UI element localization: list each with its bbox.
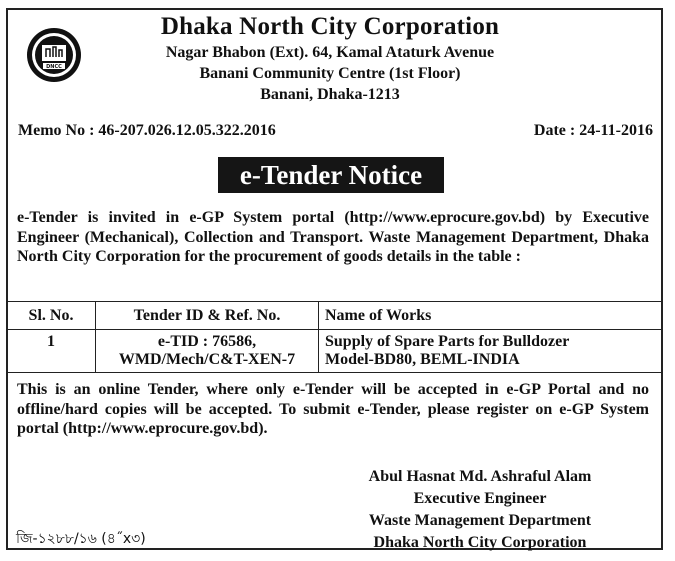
letterhead xyxy=(100,12,560,105)
ref-no-text: WMD/Mech/C&T-XEN-7 xyxy=(118,351,296,368)
signatory-department: Waste Management Department xyxy=(368,512,592,529)
column-header-tender-id: Tender ID & Ref. No. xyxy=(96,302,319,330)
column-header-works: Name of Works xyxy=(319,302,663,330)
table-header-row xyxy=(7,302,663,330)
svg-text:DNCC: DNCC xyxy=(46,64,62,70)
address-line-3: Banani, Dhaka-1213 xyxy=(260,86,400,103)
intro-paragraph: e-Tender is invited in e-GP System portal (http://www.eprocure.gov.bd) by Executive Engineer (Mechanical), Collection and Transport. Waste Management Department, Dhaka North City Corporation for the procurement of goods details in the table : xyxy=(17,209,649,265)
online-tender-paragraph: This is an online Tender, where only e-Tender will be accepted in e-GP Portal and no offline/hard copies will be accepted. To submit e-Tender, please register on e-GP System portal (http://www.eprocure.gov.bd). xyxy=(17,381,649,437)
cell-sl: 1 xyxy=(7,330,96,373)
tender-id-text: e-TID : 76586, xyxy=(157,333,257,350)
work-line-2: Model-BD80, BEML-INDIA xyxy=(325,351,520,368)
signatory-designation: Executive Engineer xyxy=(413,490,547,507)
column-header-sl: Sl. No. xyxy=(7,302,96,330)
work-line-1: Supply of Spare Parts for Bulldozer xyxy=(325,333,570,350)
notice-title: e-Tender Notice xyxy=(218,157,444,193)
organization-title: Dhaka North City Corporation xyxy=(160,13,500,40)
memo-date: Date : 24-11-2016 xyxy=(533,122,653,139)
dncc-logo-icon xyxy=(26,27,82,83)
address-line-2: Banani Community Centre (1st Floor) xyxy=(199,65,461,82)
table-row xyxy=(7,330,663,373)
cell-tender-id xyxy=(96,330,319,373)
signatory-organization: Dhaka North City Corporation xyxy=(373,534,587,551)
memo-number: Memo No : 46-207.026.12.05.322.2016 xyxy=(18,122,276,139)
address-line-1: Nagar Bhabon (Ext). 64, Kamal Ataturk Avenue xyxy=(165,44,495,61)
cell-works xyxy=(319,330,663,373)
tender-table xyxy=(6,301,663,373)
ad-code: জি-১২৮৮/১৬ (৪˝x৩) xyxy=(16,531,146,547)
signatory-name: Abul Hasnat Md. Ashraful Alam xyxy=(368,468,592,485)
signature-block xyxy=(330,466,630,554)
